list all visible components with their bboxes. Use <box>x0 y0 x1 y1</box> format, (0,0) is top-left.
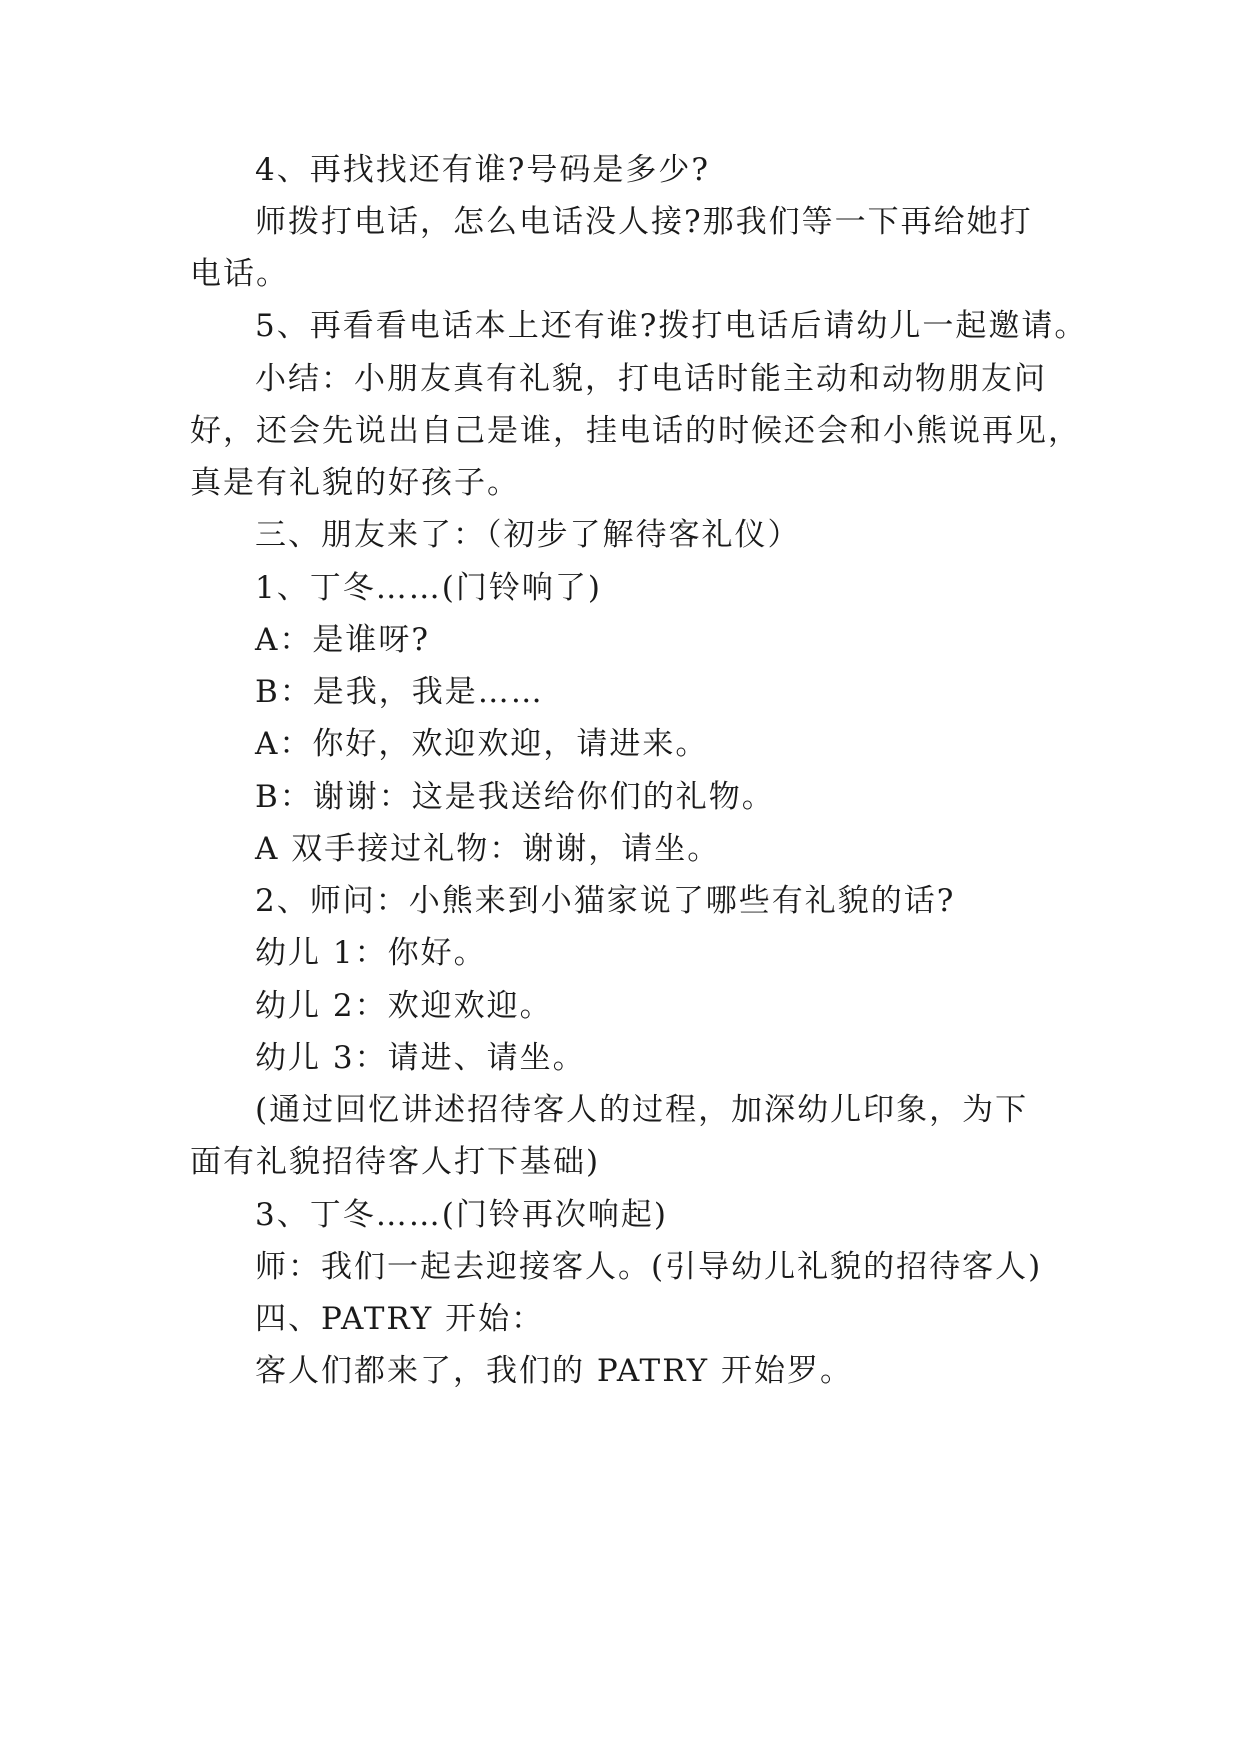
text-line: 4、再找找还有谁?号码是多少? <box>255 152 710 188</box>
text-line: 客人们都来了，我们的 PATRY 开始罗。 <box>255 1353 853 1389</box>
text-line: B：是我，我是…… <box>255 674 544 710</box>
text-line: 师拨打电话，怎么电话没人接?那我们等一下再给她打 <box>255 204 1033 240</box>
text-line: 5、再看看电话本上还有谁?拨打电话后请幼儿一起邀请。 <box>255 308 1088 344</box>
text-line: A：你好，欢迎欢迎，请进来。 <box>255 726 709 762</box>
text-line: 师：我们一起去迎接客人。(引导幼儿礼貌的招待客人) <box>255 1249 1043 1285</box>
text-line: 真是有礼貌的好孩子。 <box>190 465 520 501</box>
text-line: 幼儿 3：请进、请坐。 <box>255 1040 586 1076</box>
text-line: 好，还会先说出自己是谁，挂电话的时候还会和小熊说再见， <box>190 413 1081 449</box>
section-heading: 三、朋友来了：（初步了解待客礼仪） <box>255 517 801 553</box>
text-line: 幼儿 1：你好。 <box>255 935 487 971</box>
text-line: 3、丁冬……(门铃再次响起) <box>255 1197 668 1233</box>
text-line: 幼儿 2：欢迎欢迎。 <box>255 988 553 1024</box>
text-line: 1、丁冬……(门铃响了) <box>255 570 602 606</box>
section-heading: 四、PATRY 开始： <box>255 1301 545 1337</box>
text-line: 2、师问：小熊来到小猫家说了哪些有礼貌的话? <box>255 883 956 919</box>
text-line: A：是谁呀? <box>255 622 431 658</box>
text-line: (通过回忆讲述招待客人的过程，加深幼儿印象，为下 <box>255 1092 1029 1128</box>
text-line: 电话。 <box>190 256 289 292</box>
text-line: B：谢谢：这是我送给你们的礼物。 <box>255 779 775 815</box>
text-line: 面有礼貌招待客人打下基础) <box>190 1144 601 1180</box>
text-line: 小结：小朋友真有礼貌，打电话时能主动和动物朋友问 <box>255 361 1047 397</box>
text-line: A 双手接过礼物：谢谢，请坐。 <box>255 831 721 867</box>
